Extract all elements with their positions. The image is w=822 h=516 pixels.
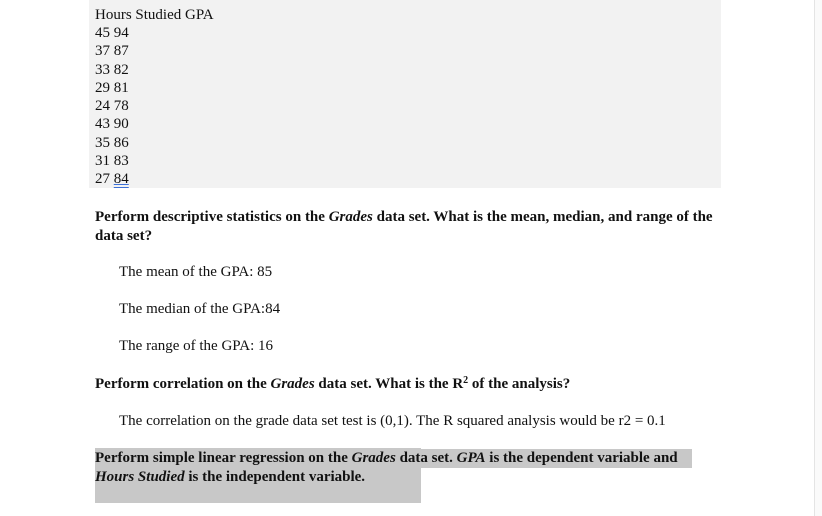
spellcheck-underlined-value: 84 bbox=[113, 171, 129, 187]
window-right-edge bbox=[814, 0, 822, 516]
data-row: 37 87 bbox=[95, 43, 129, 59]
question-descriptive-statistics: Perform descriptive statistics on the Grades data set. What is the mean, median, and range of the data set? bbox=[95, 209, 713, 244]
data-row: 43 90 bbox=[95, 116, 129, 132]
answer-correlation: The correlation on the grade data set test is (0,1). The R squared analysis would be r2 = 0.1 bbox=[119, 413, 666, 429]
answer-range: The range of the GPA: 16 bbox=[119, 338, 273, 354]
question-correlation: Perform correlation on the Grades data set. What is the $R^2$ of the analysis? bbox=[95, 375, 571, 392]
data-row: 27 84 bbox=[95, 171, 129, 187]
data-table-header: Hours Studied GPA bbox=[95, 7, 214, 23]
answer-mean: The mean of the GPA: 85 bbox=[119, 264, 273, 280]
question-linear-regression[interactable]: Perform simple linear regression on the Grades data set. GPA is the dependent variable and Hours Studied is the independent variable. bbox=[95, 450, 678, 485]
answer-median: The median of the GPA:84 bbox=[119, 301, 281, 317]
data-table-shading bbox=[89, 0, 721, 188]
data-row: 31 83 bbox=[95, 153, 129, 169]
data-row: 29 81 bbox=[95, 80, 129, 96]
data-row: 45 94 bbox=[95, 25, 129, 41]
data-row: 33 82 bbox=[95, 62, 129, 78]
data-row: 24 78 bbox=[95, 98, 129, 114]
data-row: 35 86 bbox=[95, 135, 129, 151]
